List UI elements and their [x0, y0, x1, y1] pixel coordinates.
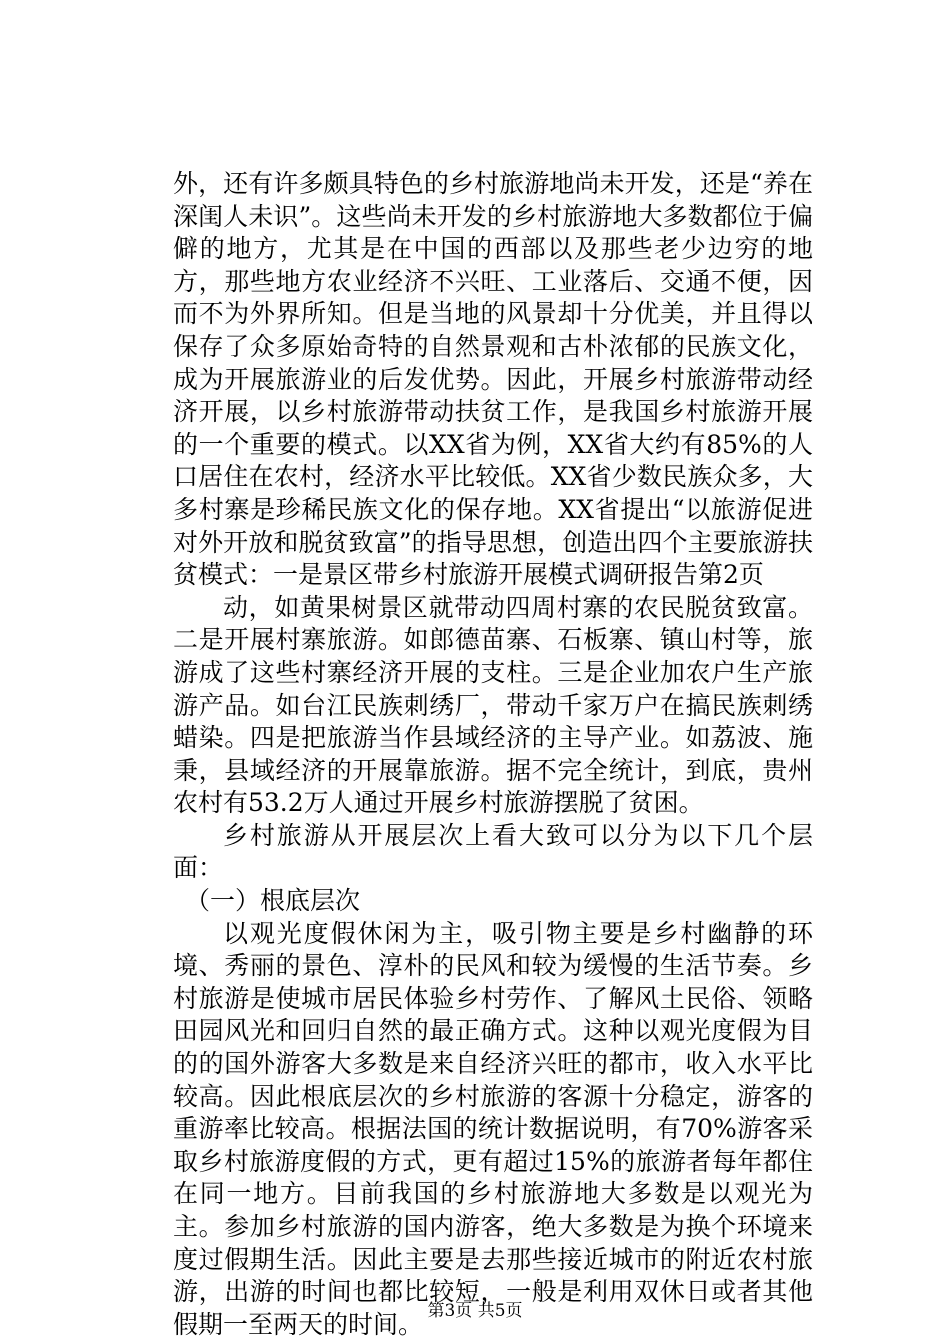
page-number: 第3页 共5页 — [427, 1301, 523, 1321]
page-footer — [0, 1300, 950, 1322]
paragraph-development-levels: 乡村旅游从开展层次上看大致可以分为以下几个层面： — [173, 820, 813, 883]
paragraph-continuation: 外，还有许多颇具特色的乡村旅游地尚未开发，还是“养在深闺人未识”。这些尚未开发的乡村旅游地大多数都位于偏僻的地方，尤其是在中国的西部以及那些老少边穷的地方，那些地方农业经济不兴旺、工业落后、交通不便，因而不为外界所知。但是当地的风景却十分优美，并且得以保存了众多原始奇特的自然景观和古朴浓郁的民族文化，成为开展旅游业的后发优势。因此，开展乡村旅游带动经济开展，以乡村旅游带动扶贫工作，是我国乡村旅游开展的一个重要的模式。以XX省为例，XX省大约有85%的人口居住在农村，经济水平比较低。XX省少数民族众多，大多村寨是珍稀民族文化的保存地。XX省提出“以旅游促进对外开放和脱贫致富”的指导思想，创造出四个主要旅游扶贫模式：一是景区带乡村旅游开展模式调研报告第2页 — [173, 169, 813, 590]
paragraph-basic-level: 以观光度假休闲为主，吸引物主要是乡村幽静的环境、秀丽的景色、淳朴的民风和较为缓慢的生活节奏。乡村旅游是使城市居民体验乡村劳作、了解风土民俗、领略田园风光和回归自然的最正确方式。这种以观光度假为目的的国外游客大多数是来自经济兴旺的都市，收入水平比较高。因此根底层次的乡村旅游的客源十分稳定，游客的重游率比较高。根据法国的统计数据说明，有70%游客采取乡村旅游度假的方式，更有超过15%的旅游者每年都住在同一地方。目前我国的乡村旅游地大多数是以观光为主。参加乡村旅游的国内游客，绝大多数是为换个环境来度过假期生活。因此主要是去那些接近城市的附近农村旅游，出游的时间也都比较短，一般是利用双休日或者其他假期一至两天的时间。 — [173, 918, 813, 1339]
paragraph-poverty-models: 动，如黄果树景区就带动四周村寨的农民脱贫致富。二是开展村寨旅游。如郎德苗寨、石板寨、镇山村等，旅游成了这些村寨经济开展的支柱。三是企业加农户生产旅游产品。如台江民族刺绣厂，带动千家万户在搞民族刺绣蜡染。四是把旅游当作县域经济的主导产业。如荔波、施秉，县域经济的开展靠旅游。据不完全统计，到底，贵州农村有53.2万人通过开展乡村旅游摆脱了贫困。 — [173, 592, 813, 818]
section-heading-basic-level: （一）根底层次 — [185, 886, 361, 916]
document-body — [173, 168, 813, 1341]
